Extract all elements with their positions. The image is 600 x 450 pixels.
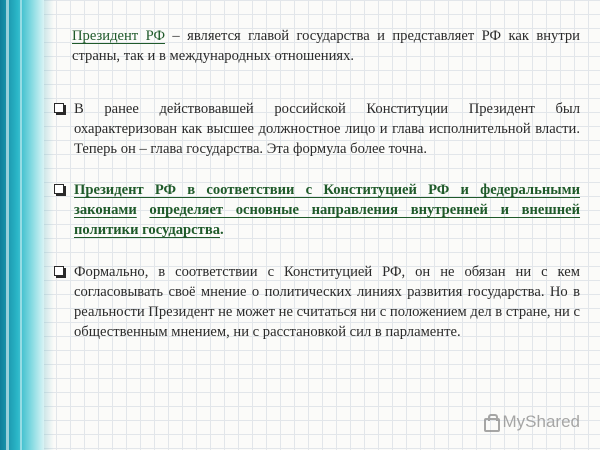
bullet-paragraph-policy [52,180,580,240]
paragraph-text: Формально, в соответствии с Конституцией РФ, он не обязан ни с кем согласовывать своё мнение о политических линиях развития государства. Но в реальности Президент не может не считаться ни с положением дел в стране, ни с общественным мнением, ни с расстановкой сил в парламенте. [74,264,580,340]
policy-statement: определяет основные направления внутренней и внешней политики государства [74,202,581,238]
watermark [483,412,580,432]
bullet-paragraph-former-constitution [52,99,580,159]
slide-content [52,26,580,342]
square-bullet-icon [54,184,64,194]
term-president: Президент РФ [72,28,165,44]
square-bullet-icon [54,266,64,276]
definition-text: – является главой государства и представляет РФ как внутри страны, так и в международных отношениях. [72,28,580,64]
paragraph-president-definition [52,26,580,66]
paragraph-text: В ранее действовавшей российской Конституции Президент был охарактеризован как высшее должностное лицо и глава исполнительной власти. Теперь он – глава государства. Эта формула более точна. [74,101,580,157]
policy-subject: Президент РФ в соответствии с Конституцией РФ и федеральными законами [74,182,580,218]
briefcase-icon [483,414,499,430]
policy-space [137,202,150,218]
bullet-paragraph-formal [52,262,580,342]
decorative-left-band [0,0,44,450]
square-bullet-icon [54,103,64,113]
watermark-text: MyShared [502,412,580,431]
policy-period: . [220,222,224,238]
